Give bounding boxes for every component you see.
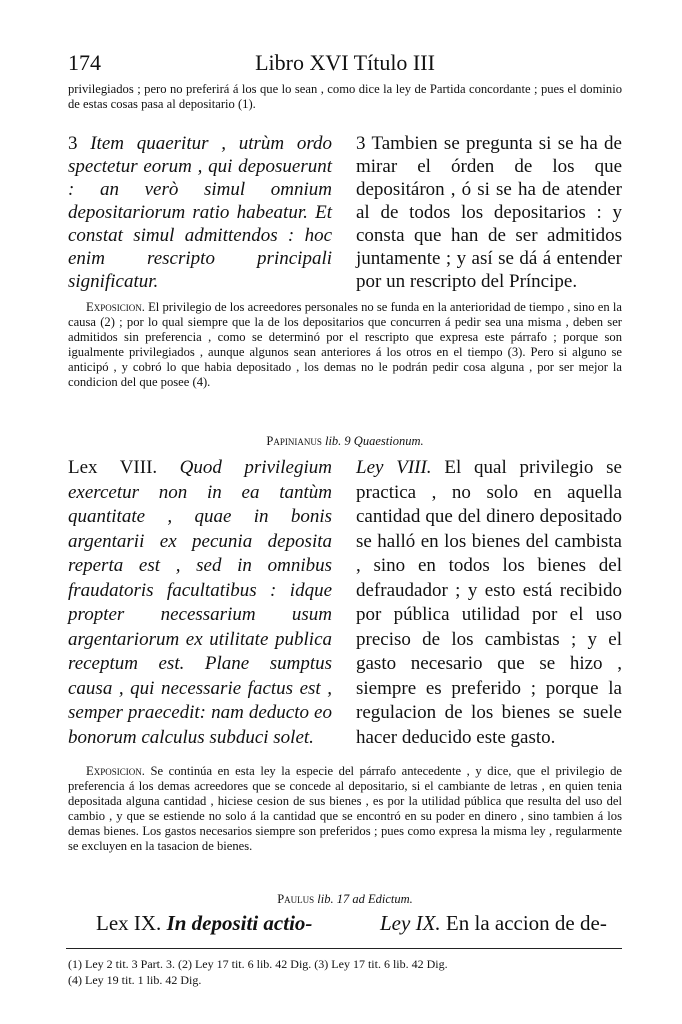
source-reference: lib. 17 ad Edictum. xyxy=(317,892,413,906)
lex9-spanish xyxy=(380,912,622,935)
source-author: Paulus xyxy=(277,892,315,906)
lex9-latin-text: In depositi actio- xyxy=(166,911,313,935)
footnote-line-1: (1) Ley 2 tit. 3 Part. 3. (2) Ley 17 tit. 6 lib. 42 Dig. (3) Ley 17 tit. 6 lib. 42 Dig. xyxy=(68,957,448,971)
source-author: Papinianus xyxy=(266,434,322,448)
exposicion-2-label: Exposicion. xyxy=(86,764,145,778)
source-reference: lib. 9 Quaestionum. xyxy=(324,434,424,448)
exposicion-1-text: El privilegio de los acreedores personales no se funda en la anterioridad de tiempo , sino en la causa (2) ; por lo qual siempre que la de los depositarios que concurren á pedir sea una misma , deben ser admitidos sin preferencia , como se determinó por el rescripto que expresa este párrafo ; porque son igualmente privilegiados , aunque algunos sean anteriores á los otros en el tiempo (3). Pero si alguno se anticipó , y cobró lo que habia depositado , los demas no le podrán pedir cosa alguna , por ser mejor la condicion del que posee (4). xyxy=(68,300,622,389)
section3-latin-number: 3 xyxy=(68,133,78,154)
page-number: 174 xyxy=(68,50,101,75)
lex8-latin-text: Quod privilegium exercetur non in ea tantùm quantitate , quae in bonis argentarii ex pecunia deposita reperta est , sed in omnibus fraudatoris facultatibus : idque propter necessarium usum argentariorum ex utilitate publica receptum est. Plane sumptus causa , qui necessarie factus est , semper praecedit: nam deducto eo bonorum calculus subduci solet. xyxy=(68,457,332,748)
exposicion-1 xyxy=(68,300,622,390)
page-header xyxy=(68,50,622,78)
exposicion-2 xyxy=(68,764,622,854)
lex9-latin-label: Lex IX. xyxy=(96,911,162,935)
lex9-spanish-text: En la accion de de- xyxy=(445,911,607,935)
section3-latin-text: Item quaeritur , utrùm ordo spectetur eorum , qui deposuerunt : an verò simul omnium depositariorum ratio habeatur. Et constat simul admittendos : hoc enim rescripto principali significatur. xyxy=(68,133,333,292)
footnotes xyxy=(68,956,622,988)
source-heading-lex8 xyxy=(68,434,622,449)
lex8-spanish-label: Ley VIII. xyxy=(356,457,432,478)
lex9-spanish-label: Ley IX. xyxy=(380,911,441,935)
lex8-spanish xyxy=(356,456,622,750)
section3-spanish-number: 3 xyxy=(356,133,366,154)
footnote-rule xyxy=(66,948,622,949)
lex9-latin xyxy=(96,912,336,935)
lex8-latin xyxy=(68,456,332,750)
footnote-line-2: (4) Ley 19 tit. 1 lib. 42 Dig. xyxy=(68,973,202,987)
section3-spanish xyxy=(356,132,622,293)
exposicion-1-label: Exposicion. xyxy=(86,300,145,314)
source-heading-lex9 xyxy=(68,892,622,907)
running-title: Libro XVI Título III xyxy=(255,50,435,75)
lex8-spanish-text: El qual privilegio se practica , no solo en aquella cantidad que del dinero depositado se halló en los bienes del cambista , sino en todos los bienes del defraudador ; y esto está recibido por pública utilidad por el uso preciso de los cambistas ; y el gasto necesario que se hizo , siempre es preferido ; porque la regulacion de los bienes se suele hacer deducido este gasto. xyxy=(356,457,622,748)
section3-latin xyxy=(68,132,332,293)
lex8-latin-label: Lex VIII. xyxy=(68,457,158,478)
exposicion-2-text: Se continúa en esta ley la especie del párrafo antecedente , y dice, que el privilegio de preferencia á los demas acreedores que se concede al depositario, si el cambiante de letras , en quien tenia depositada alguna cantidad , hiciese cesion de sus bienes , es por la utilidad pública que resulta del uso del cambio , y que se estiende no solo á la cantidad que se encontró en su poder en dinero , sino tambien á los demas bienes. Los gastos necesarios siempre son preferidos ; pues como expresa la misma ley , regularmente se excluyen en la tasacion de bienes. xyxy=(68,764,622,853)
continuation-paragraph: privilegiados ; pero no preferirá á los que lo sean , como dice la ley de Partida concordante ; pues el dominio de estas cosas pasa al depositario (1). xyxy=(68,82,622,111)
section3-spanish-text: Tambien se pregunta si se ha de mirar el órden de los que depositáron , ó si se ha de atender al de todos los depositarios : y consta que han de ser admitidos juntamente ; y así se dá á entender por un rescripto del Príncipe. xyxy=(356,133,622,292)
